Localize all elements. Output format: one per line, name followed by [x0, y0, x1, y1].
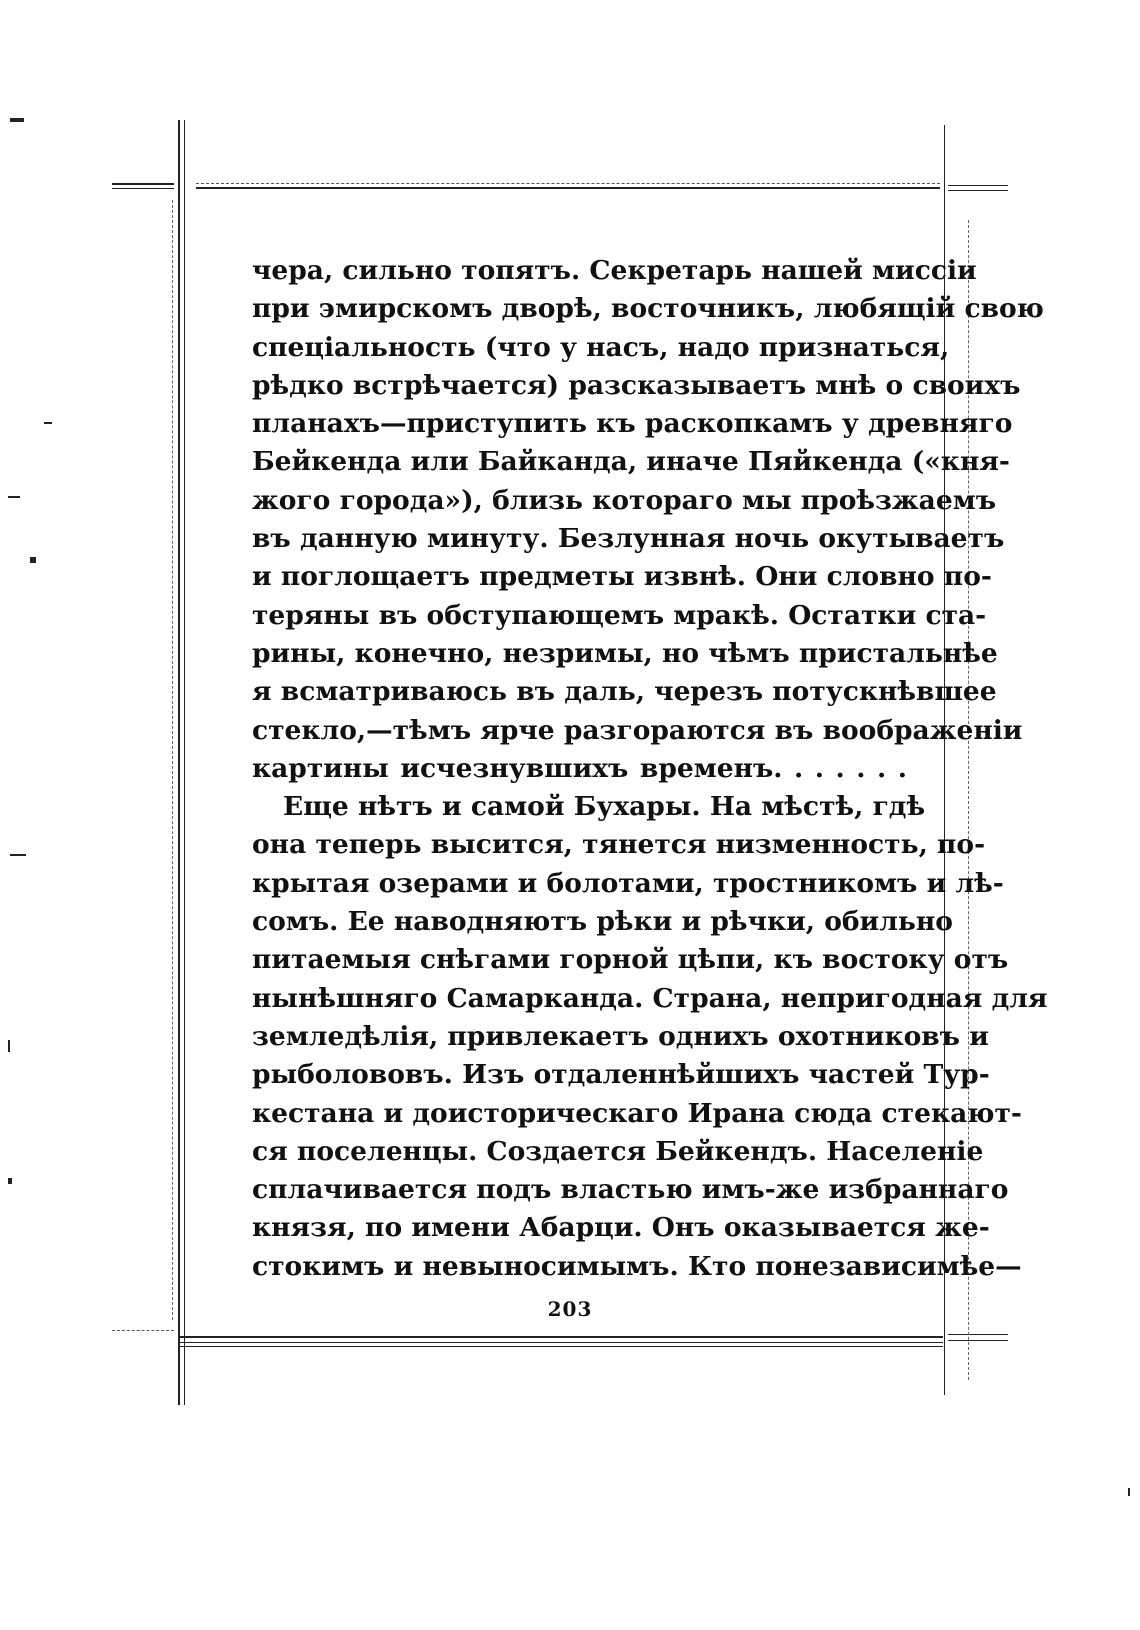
margin-mark	[1128, 1488, 1130, 1496]
text-line: питаемыя снѣгами горной цѣпи, къ востоку отъ	[252, 944, 1009, 976]
text-line: земледѣлія, привлекаетъ однихъ охотниковъ и	[252, 1020, 989, 1052]
text-line: при эмирскомъ дворѣ, восточникъ, любящій свою	[252, 293, 1044, 325]
frame-top-rule-right	[948, 185, 1008, 186]
margin-mark	[30, 557, 36, 563]
frame-bottom-rule-right	[948, 1334, 1008, 1335]
frame-top-rule-left	[112, 183, 174, 185]
text-line: сплачивается подъ властью имъ-же избраннаго	[252, 1174, 1009, 1206]
frame-top-rule-right-2	[948, 190, 1008, 191]
text-line: планахъ—приступить къ раскопкамъ у древняго	[252, 408, 1013, 440]
text-line: кестана и доисторическаго Ирана сюда стекают-	[252, 1097, 1022, 1129]
text-line: нынѣшняго Самарканда. Страна, непригодная для	[252, 982, 1048, 1014]
frame-top-rule-dashed	[196, 183, 940, 184]
margin-mark	[8, 1040, 10, 1052]
text-line: картины исчезнувшихъ временъ. . . . . . .	[252, 752, 907, 784]
frame-left-rule	[178, 120, 180, 1405]
frame-bottom-rule-left-dashed	[112, 1330, 174, 1331]
margin-mark	[10, 854, 26, 856]
text-line: ся поселенцы. Создается Бейкендъ. Населеніе	[252, 1135, 984, 1167]
text-line: князя, по имени Абарци. Онъ оказывается же-	[252, 1212, 990, 1244]
text-line: я всматриваюсь въ даль, черезъ потускнѣвшее	[252, 676, 997, 708]
margin-mark	[10, 118, 24, 122]
page-number: 203	[547, 1297, 593, 1321]
text-line: рыболововъ. Изъ отдаленнѣйшихъ частей Тур-	[252, 1059, 990, 1091]
text-line: сомъ. Ее наводняютъ рѣки и рѣчки, обильно	[252, 906, 953, 938]
text-line: жого города»), близь котораго мы проѣзжаемъ	[252, 484, 997, 516]
frame-top-rule-left-2	[112, 188, 174, 189]
body-text	[252, 252, 1048, 1286]
text-line: крытая озерами и болотами, тростникомъ и лѣ-	[252, 867, 1004, 899]
text-line: спеціальность (что у насъ, надо признаться,	[252, 331, 950, 363]
paragraph-start-line: Еще нѣтъ и самой Бухары. На мѣстѣ, гдѣ	[283, 791, 926, 823]
frame-bottom-rule-3	[178, 1346, 943, 1347]
text-line: стекло,—тѣмъ ярче разгораются въ воображеніи	[252, 714, 1023, 746]
text-line: и поглощаетъ предметы извнѣ. Они словно по-	[252, 561, 992, 593]
text-line: чера, сильно топятъ. Секретарь нашей миссіи	[252, 255, 977, 286]
frame-top-rule	[196, 187, 940, 189]
frame-left-rule-dashed	[172, 200, 173, 1320]
frame-bottom-rule-right-2	[948, 1340, 1008, 1341]
frame-bottom-rule	[178, 1336, 943, 1338]
frame-left-rule-2	[184, 120, 185, 1405]
text-line: теряны въ обступающемъ мракѣ. Остатки ста-	[252, 599, 987, 631]
text-line: рѣдко встрѣчается) разсказываетъ мнѣ о своихъ	[252, 369, 1021, 401]
frame-bottom-rule-2	[178, 1342, 943, 1343]
text-line: рины, конечно, незримы, но чѣмъ пристальнѣе	[252, 637, 998, 669]
text-line: она теперь высится, тянется низменность, по-	[252, 829, 986, 861]
margin-mark	[8, 496, 20, 498]
text-line: въ данную минуту. Безлунная ночь окутываетъ	[252, 523, 1005, 555]
text-line: Бейкенда или Байканда, иначе Пяйкенда («кня-	[252, 446, 1010, 478]
text-line: стокимъ и невыносимымъ. Кто понезависимѣе—	[252, 1250, 1022, 1282]
margin-mark	[44, 422, 52, 424]
margin-mark	[8, 1178, 12, 1184]
